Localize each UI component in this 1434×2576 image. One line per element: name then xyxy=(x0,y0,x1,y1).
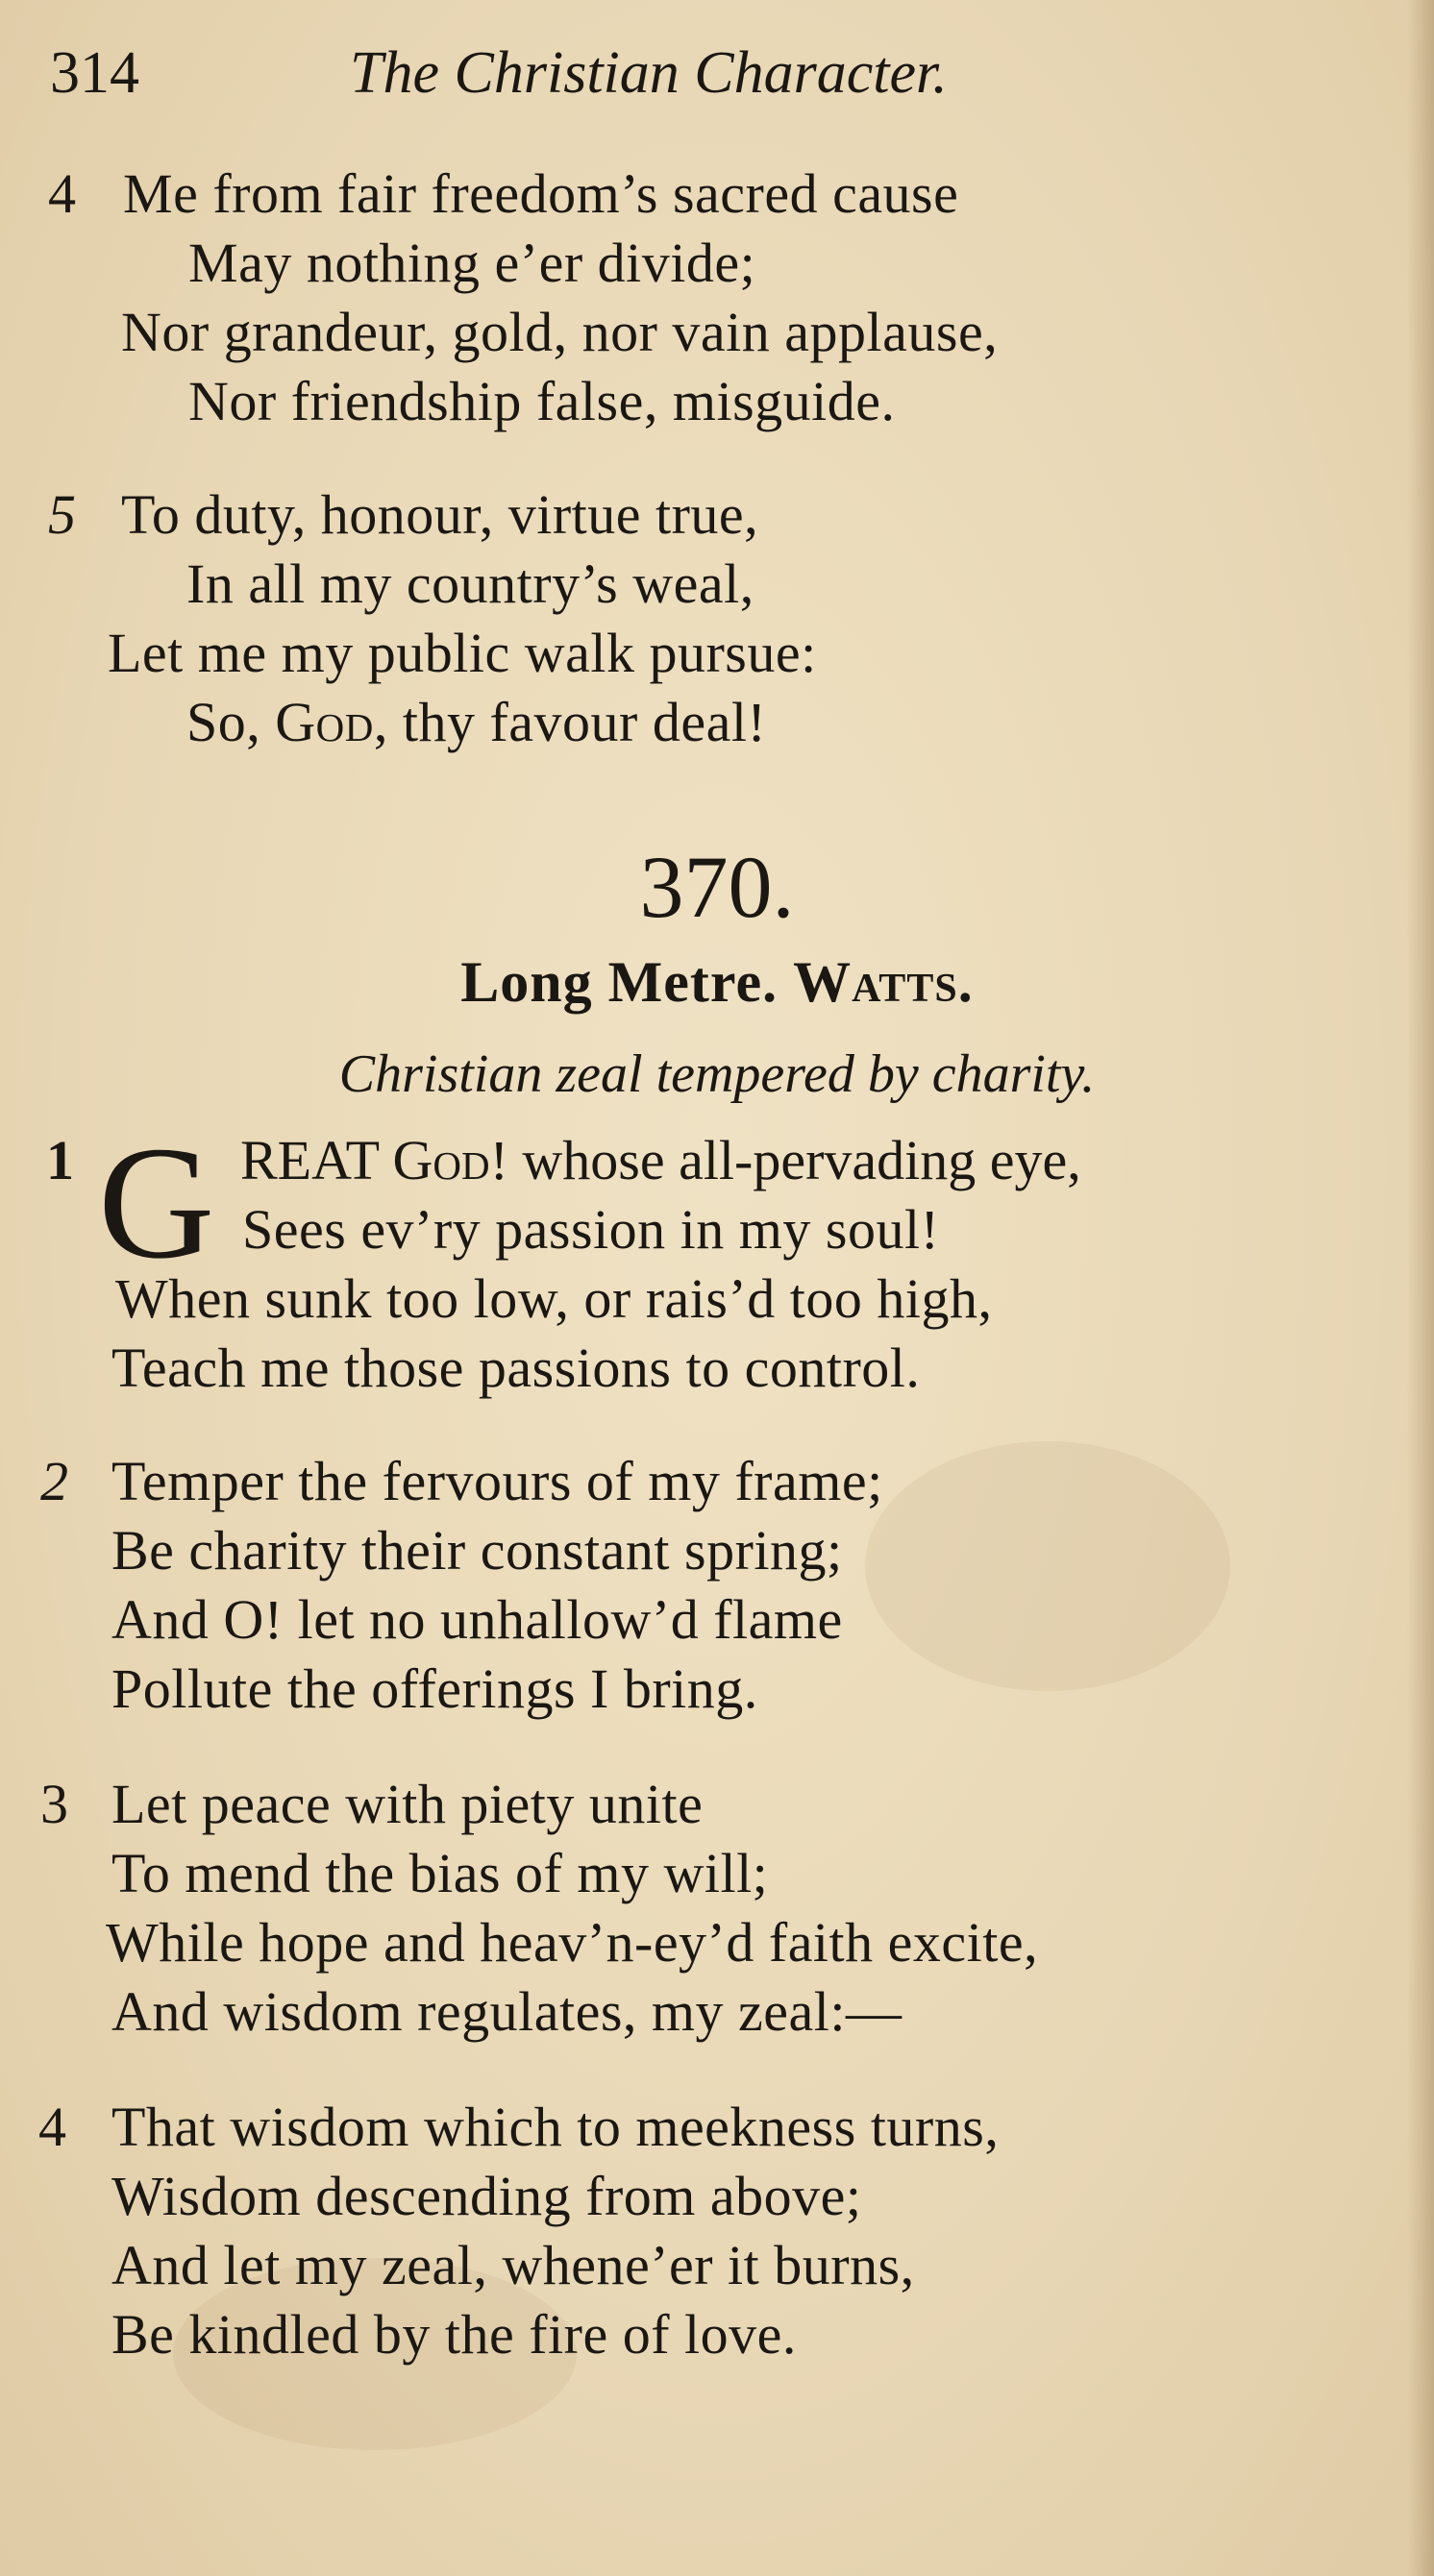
verse-line: Teach me those passions to control. xyxy=(111,1337,921,1399)
stanza-number: 5 xyxy=(48,483,76,546)
verse-line: And let my zeal, whene’er it burns, xyxy=(111,2234,915,2296)
hymn-author: Watts. xyxy=(793,950,974,1014)
verse-line: Nor grandeur, gold, nor vain applause, xyxy=(121,301,999,363)
running-title: The Christian Character. xyxy=(350,40,948,106)
stanza-number: 4 xyxy=(48,162,76,225)
verse-line: In all my country’s weal, xyxy=(186,552,754,615)
hymn-meter-line xyxy=(0,944,1434,1020)
verse-line: Let peace with piety unite xyxy=(111,1773,704,1835)
drop-cap: G xyxy=(98,1122,215,1266)
verse-line: That wisdom which to meekness turns, xyxy=(111,2096,1000,2158)
hymn-meter: Long Metre. xyxy=(460,950,779,1014)
stanza-number: 1 xyxy=(46,1129,74,1191)
verse-line: Let me my public walk pursue: xyxy=(108,622,817,684)
verse-line: So, God, thy favour deal! xyxy=(186,691,767,753)
verse-line: REAT God! whose all-pervading eye, xyxy=(240,1129,1081,1191)
verse-line: Nor friendship false, misguide. xyxy=(188,370,896,432)
hymn-subject: Christian zeal tempered by charity. xyxy=(338,1044,1096,1104)
verse-line: To duty, honour, virtue true, xyxy=(121,483,759,546)
verse-line: And wisdom regulates, my zeal:— xyxy=(111,1980,902,2043)
hymn-number: 370. xyxy=(639,838,795,936)
page-edge-shadow xyxy=(1407,0,1434,2576)
verse-line: Be kindled by the fire of love. xyxy=(111,2303,797,2366)
paper-stain xyxy=(865,1441,1230,1691)
stanza-number: 4 xyxy=(38,2096,66,2158)
stanza-number: 3 xyxy=(40,1773,68,1835)
verse-line: May nothing e’er divide; xyxy=(188,232,756,294)
verse-line: Wisdom descending from above; xyxy=(111,2165,862,2227)
verse-line: While hope and heav’n-ey’d faith excite, xyxy=(106,1911,1039,1974)
stanza-number: 2 xyxy=(40,1450,68,1512)
running-head xyxy=(50,35,1396,111)
verse-line: To mend the bias of my will; xyxy=(111,1842,769,1904)
verse-line: Me from fair freedom’s sacred cause xyxy=(123,162,959,225)
verse-line: Temper the fervours of my frame; xyxy=(111,1450,883,1512)
verse-line: And O! let no unhallow’d flame xyxy=(111,1588,843,1651)
verse-line: Be charity their constant spring; xyxy=(111,1519,843,1582)
page-number: 314 xyxy=(50,40,139,106)
verse-line: When sunk too low, or rais’d too high, xyxy=(115,1267,993,1330)
verse-line: Pollute the offerings I bring. xyxy=(111,1657,758,1720)
verse-line: Sees ev’ry passion in my soul! xyxy=(242,1198,940,1261)
